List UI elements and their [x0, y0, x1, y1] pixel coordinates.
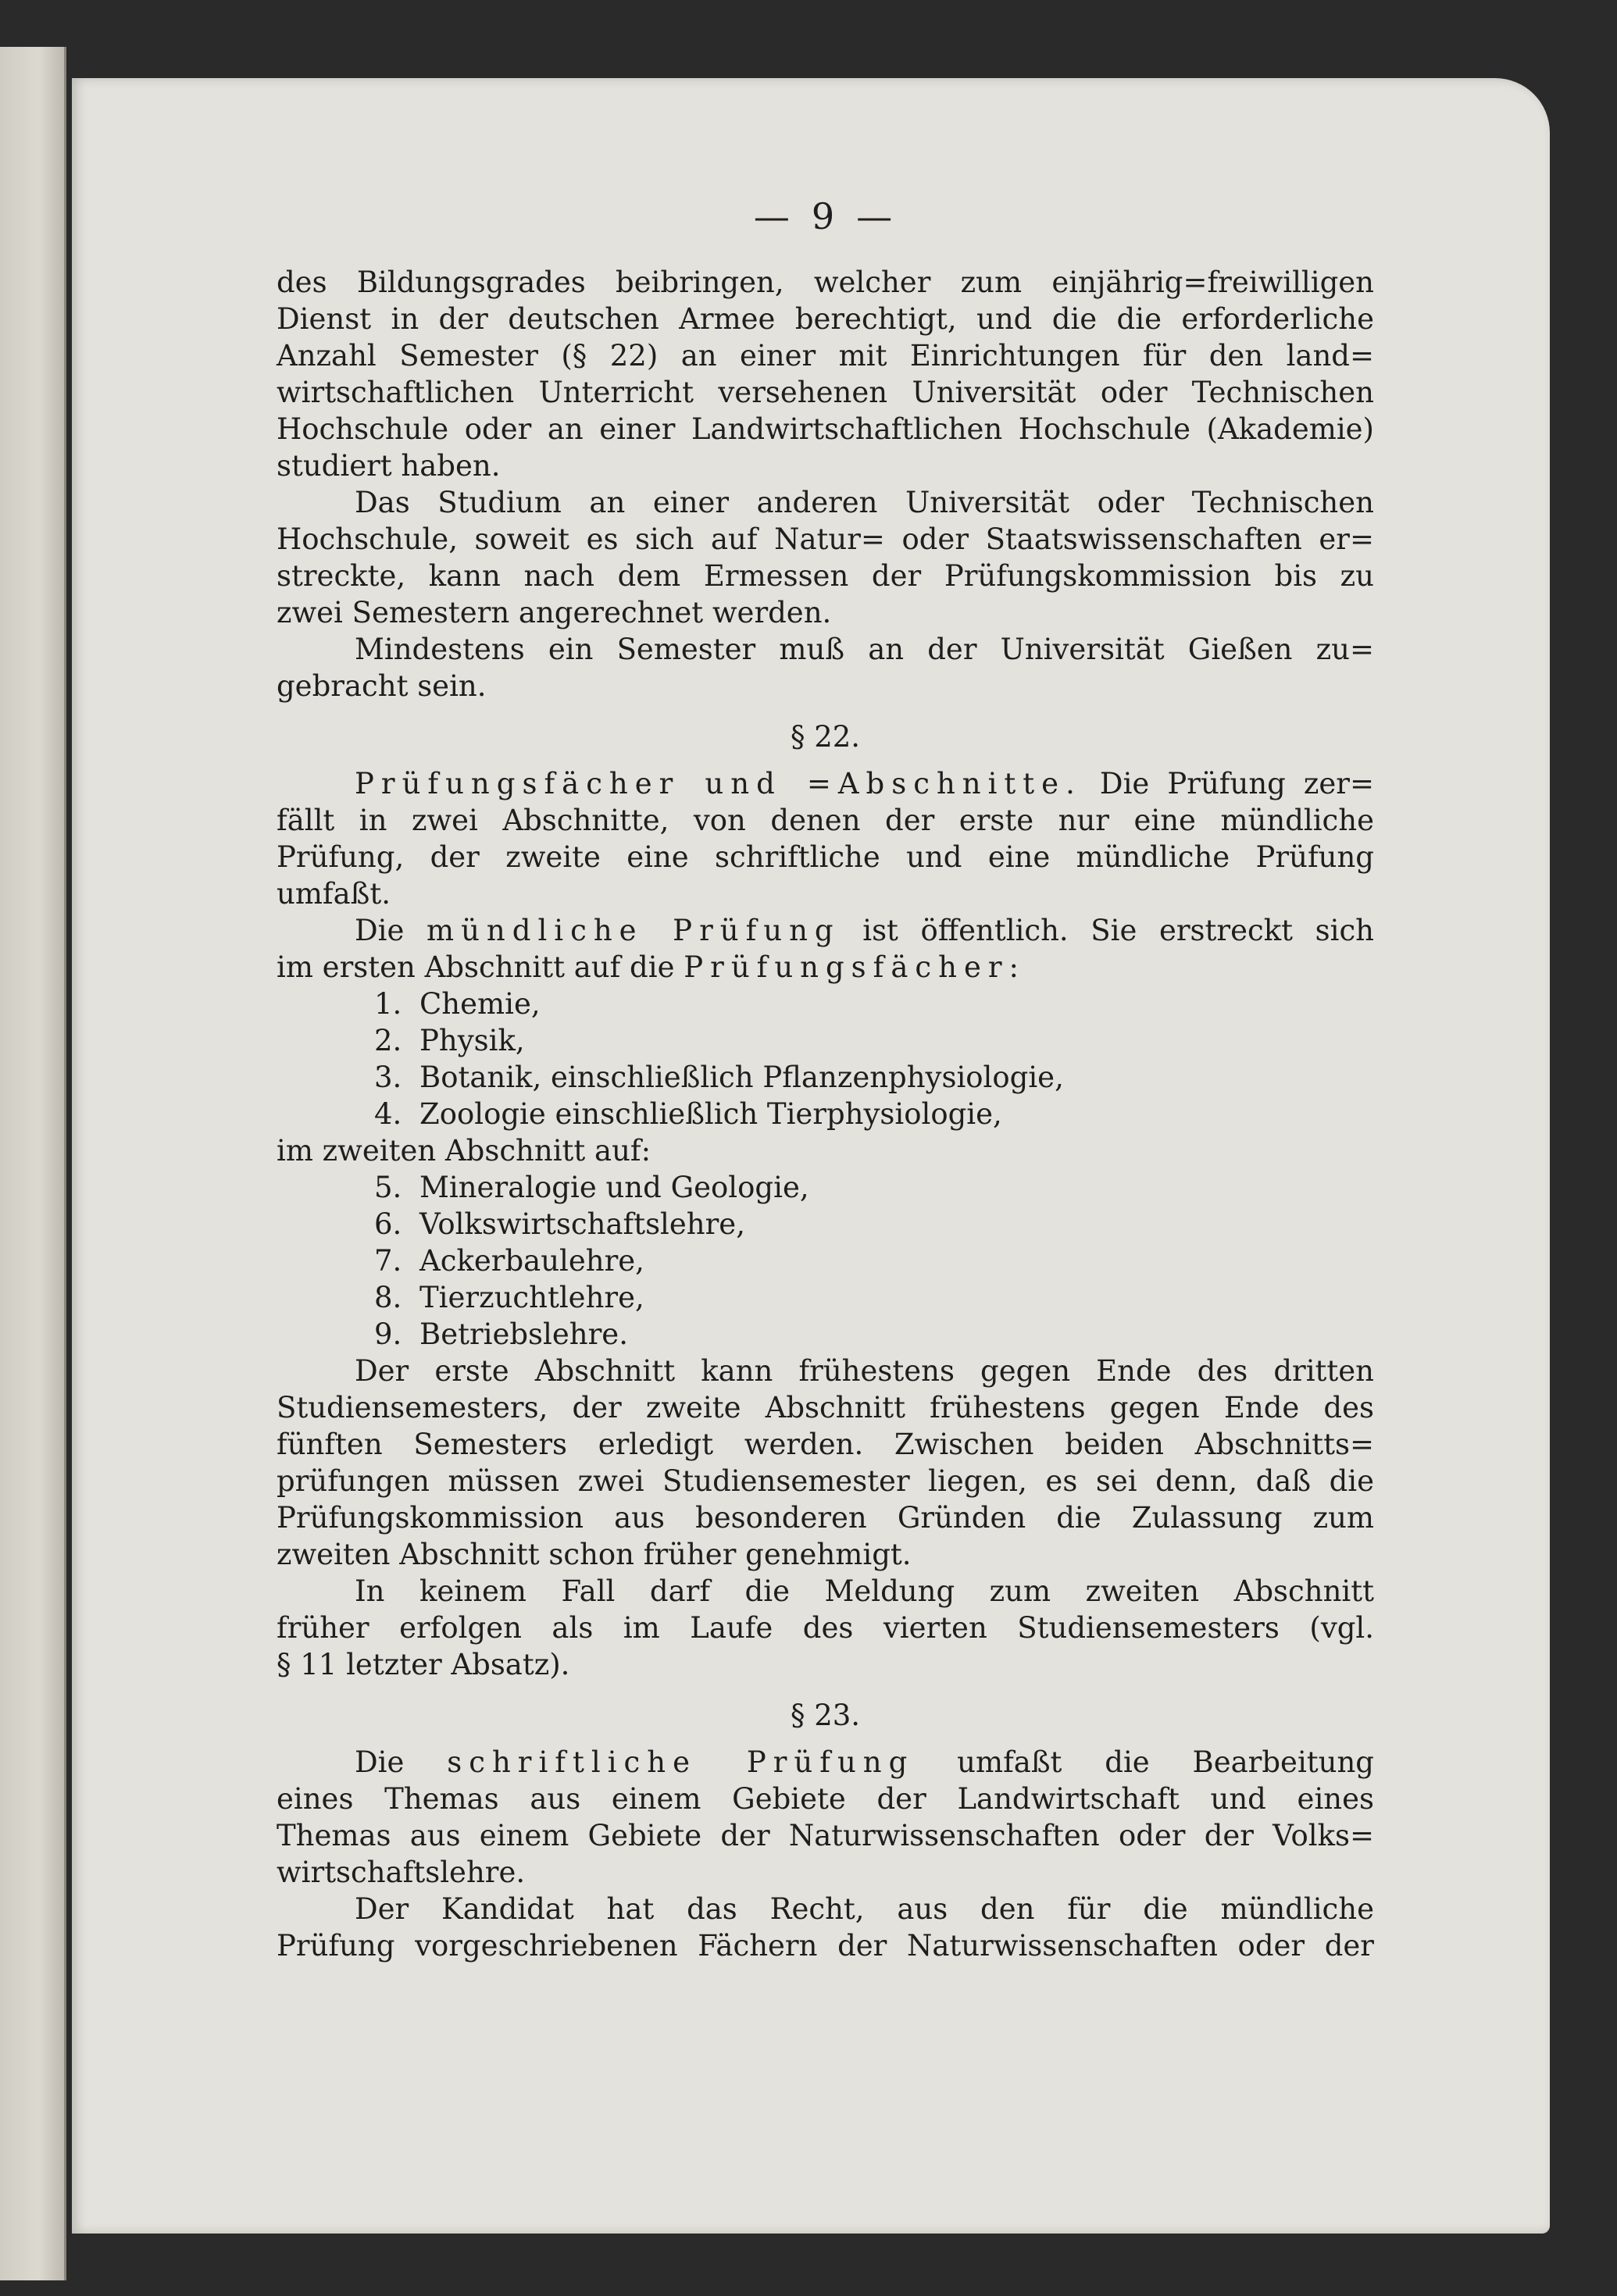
section-22-intro-line-1 [277, 765, 1374, 802]
paragraph-1-line-3: Anzahl Semester (§ 22) an einer mit Einrichtungen für den land= [277, 339, 1374, 373]
paragraph-2-line-2: Hochschule, soweit es sich auf Natur= oder Staatswissenschaften er= [277, 522, 1374, 556]
paragraph-1-line-6: studiert haben. [277, 449, 501, 483]
paragraph-1-line-2: Dienst in der deutschen Armee berechtigt, und die die erforderliche [277, 302, 1374, 336]
paragraph-3-line-1: Mindestens ein Semester muß an der Universität Gießen zu= [355, 633, 1374, 666]
section-22-heading: § 22. [790, 720, 861, 754]
oral-exam-line-1 [277, 912, 1374, 949]
section-22-intro-line-2: fällt in zwei Abschnitte, von denen der erste nur eine mündliche [277, 804, 1374, 837]
list-number: 7. [374, 1244, 402, 1278]
list-item [277, 1169, 809, 1206]
section-22-intro-line-4: umfaßt. [277, 877, 391, 911]
timing-paragraph-line-5: Prüfungskommission aus besonderen Gründen die Zulassung zum [277, 1501, 1374, 1535]
candidate-paragraph-line-2: Prüfung vorgeschriebenen Fächern der Naturwissenschaften oder der [277, 1929, 1374, 1963]
list-number: 8. [374, 1281, 402, 1314]
list-label: Physik, [419, 1024, 525, 1057]
registration-paragraph-line-1: In keinem Fall darf die Meldung zum zweiten Abschnitt [355, 1574, 1374, 1608]
list-label: Betriebslehre. [419, 1317, 628, 1351]
list-label: Chemie, [419, 987, 541, 1021]
paragraph-2-line-1: Das Studium an einer anderen Universität oder Technischen [355, 486, 1374, 519]
list-item [277, 1206, 745, 1242]
book-page [72, 78, 1550, 2234]
exam-subjects-term: Prüfungsfächer: [684, 950, 1026, 984]
list-number: 9. [374, 1317, 402, 1351]
timing-paragraph-line-6: zweiten Abschnitt schon früher genehmigt. [277, 1538, 912, 1571]
written-exam-term: schriftliche Prüfung [447, 1745, 915, 1779]
timing-paragraph-line-3: fünften Semesters erledigt werden. Zwischen beiden Abschnitts= [277, 1428, 1374, 1461]
list-label: Botanik, einschließlich Pflanzenphysiologie, [419, 1061, 1064, 1094]
registration-paragraph-line-3: § 11 letzter Absatz). [277, 1648, 570, 1681]
list-number: 2. [374, 1024, 402, 1057]
list-label: Ackerbaulehre, [419, 1244, 644, 1278]
timing-paragraph-line-4: prüfungen müssen zwei Studiensemester liegen, es sei denn, daß die [277, 1464, 1374, 1498]
written-exam-pre: Die [355, 1745, 448, 1779]
list-label: Mineralogie und Geologie, [419, 1171, 809, 1204]
second-section-intro: im zweiten Abschnitt auf: [277, 1134, 651, 1168]
oral-exam-line-2-pre: im ersten Abschnitt auf die [277, 950, 684, 984]
oral-exam-line-2 [277, 949, 1026, 986]
list-number: 5. [374, 1171, 402, 1204]
list-item [277, 1022, 525, 1059]
list-item [277, 1316, 628, 1353]
page-number: — 9 — [753, 195, 898, 237]
written-exam-post: umfaßt die Bearbeitung [914, 1745, 1374, 1779]
registration-paragraph-line-2: früher erfolgen als im Laufe des vierten Studiensemesters (vgl. [277, 1611, 1374, 1645]
oral-exam-term: mündliche Prüfung [427, 914, 841, 947]
list-number: 4. [374, 1097, 402, 1131]
section-22-title: Prüfungsfächer und =Abschnitte. [355, 767, 1082, 800]
list-number: 1. [374, 987, 402, 1021]
written-exam-line-3: Themas aus einem Gebiete der Naturwissenschaften oder der Volks= [277, 1819, 1374, 1852]
list-item [277, 1242, 644, 1279]
written-exam-line-4: wirtschaftslehre. [277, 1856, 526, 1889]
written-exam-line-1 [277, 1744, 1374, 1781]
timing-paragraph-line-2: Studiensemesters, der zweite Abschnitt frühestens gegen Ende des [277, 1391, 1374, 1424]
paragraph-2-line-3: streckte, kann nach dem Ermessen der Prüfungskommission bis zu [277, 559, 1374, 593]
timing-paragraph-line-1: Der erste Abschnitt kann frühestens gegen Ende des dritten [355, 1354, 1374, 1388]
list-number: 3. [374, 1061, 402, 1094]
list-label: Tierzuchtlehre, [419, 1281, 644, 1314]
paragraph-3-line-2: gebracht sein. [277, 669, 487, 703]
oral-exam-post: ist öffentlich. Sie erstreckt sich [840, 914, 1374, 947]
list-label: Zoologie einschließlich Tierphysiologie, [419, 1097, 1002, 1131]
paragraph-1-line-1: des Bildungsgrades beibringen, welcher zum einjährig=freiwilligen [277, 266, 1374, 299]
section-22-intro-line-3: Prüfung, der zweite eine schriftliche und eine mündliche Prüfung [277, 840, 1374, 874]
paragraph-1-line-5: Hochschule oder an einer Landwirtschaftlichen Hochschule (Akademie) [277, 412, 1374, 446]
section-22-intro-rest: Die Prüfung zer= [1081, 767, 1374, 800]
paragraph-1-line-4: wirtschaftlichen Unterricht versehenen Universität oder Technischen [277, 376, 1374, 409]
section-23-heading: § 23. [790, 1699, 861, 1732]
written-exam-line-2: eines Themas aus einem Gebiete der Landwirtschaft und eines [277, 1782, 1374, 1816]
list-item [277, 1096, 1002, 1132]
list-item [277, 1059, 1064, 1096]
oral-exam-pre: Die [355, 914, 427, 947]
list-number: 6. [374, 1207, 402, 1241]
list-label: Volkswirtschaftslehre, [419, 1207, 745, 1241]
candidate-paragraph-line-1: Der Kandidat hat das Recht, aus den für die mündliche [355, 1892, 1374, 1926]
facing-page-edge [0, 47, 66, 2280]
paragraph-2-line-4: zwei Semestern angerechnet werden. [277, 596, 832, 629]
list-item [277, 986, 541, 1022]
list-item [277, 1279, 644, 1316]
